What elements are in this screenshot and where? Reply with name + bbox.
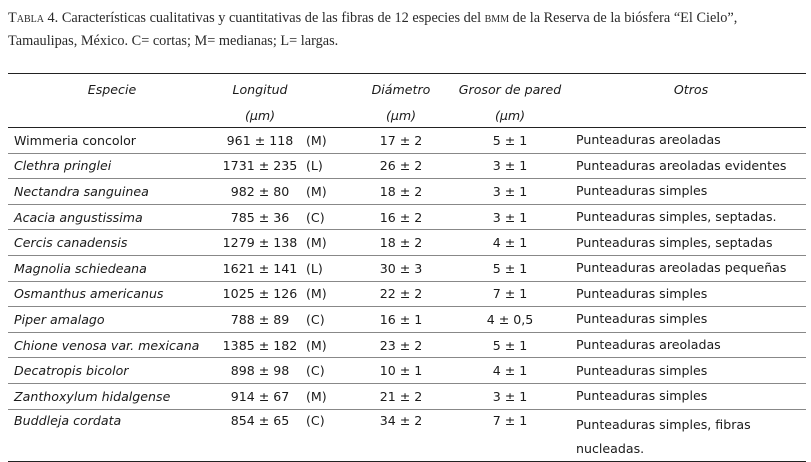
diameter-cell: 22 ± 2 xyxy=(358,281,444,307)
table-row xyxy=(8,281,806,307)
species-cell: Buddleja cordata xyxy=(8,409,216,461)
header-diameter-unit: (µm) xyxy=(358,103,444,128)
length-class-cell: (M) xyxy=(304,383,358,409)
species-cell: Cercis canadensis xyxy=(8,230,216,256)
other-cell: Punteaduras areoladas xyxy=(576,332,806,358)
table-row xyxy=(8,230,806,256)
diameter-cell: 18 ± 2 xyxy=(358,230,444,256)
wall-thickness-cell: 3 ± 1 xyxy=(444,179,576,205)
header-length-unit: (µm) xyxy=(216,103,304,128)
length-cell: 1621 ± 141 xyxy=(216,255,304,281)
caption-text-2: de la Reserva de la biósfera “El Cielo”, Tamaulipas, México. C= cortas; M= medianas; L= largas. xyxy=(8,10,738,49)
header-wall-unit: (µm) xyxy=(444,103,576,128)
wall-thickness-cell: 5 ± 1 xyxy=(444,255,576,281)
caption-label: Tabla 4. xyxy=(8,10,59,26)
length-cell: 1279 ± 138 xyxy=(216,230,304,256)
table-row xyxy=(8,383,806,409)
table-row xyxy=(8,179,806,205)
other-cell: Punteaduras simples xyxy=(576,358,806,384)
length-class-cell: (L) xyxy=(304,255,358,281)
species-cell: Zanthoxylum hidalgense xyxy=(8,383,216,409)
length-class-cell: (M) xyxy=(304,128,358,154)
wall-thickness-cell: 3 ± 1 xyxy=(444,204,576,230)
diameter-cell: 26 ± 2 xyxy=(358,153,444,179)
length-cell: 1385 ± 182 xyxy=(216,332,304,358)
wall-thickness-cell: 5 ± 1 xyxy=(444,332,576,358)
table-row xyxy=(8,409,806,461)
diameter-cell: 17 ± 2 xyxy=(358,128,444,154)
length-cell: 982 ± 80 xyxy=(216,179,304,205)
other-cell: Punteaduras simples xyxy=(576,179,806,205)
other-cell: Punteaduras simples, septadas. xyxy=(576,204,806,230)
wall-thickness-cell: 7 ± 1 xyxy=(444,281,576,307)
diameter-cell: 18 ± 2 xyxy=(358,179,444,205)
other-cell: Punteaduras simples xyxy=(576,383,806,409)
length-class-cell: (L) xyxy=(304,153,358,179)
length-class-cell: (C) xyxy=(304,358,358,384)
other-cell: Punteaduras simples, septadas xyxy=(576,230,806,256)
header-length: Longitud xyxy=(216,74,304,104)
header-wall: Grosor de pared xyxy=(444,74,576,104)
length-cell: 1731 ± 235 xyxy=(216,153,304,179)
species-cell: Piper amalago xyxy=(8,307,216,333)
species-cell: Clethra pringlei xyxy=(8,153,216,179)
header-other: Otros xyxy=(576,74,806,104)
wall-thickness-cell: 4 ± 1 xyxy=(444,358,576,384)
species-cell: Osmanthus americanus xyxy=(8,281,216,307)
diameter-cell: 10 ± 1 xyxy=(358,358,444,384)
species-cell: Chione venosa var. mexicana xyxy=(8,332,216,358)
other-cell: Punteaduras simples, fibras nucleadas. xyxy=(576,409,806,461)
table-row xyxy=(8,204,806,230)
wall-thickness-cell: 3 ± 1 xyxy=(444,383,576,409)
wall-thickness-cell: 5 ± 1 xyxy=(444,128,576,154)
length-cell: 788 ± 89 xyxy=(216,307,304,333)
caption-text: Características cualitativas y cuantitativas de las fibras de 12 especies del xyxy=(61,10,482,26)
species-cell: Acacia angustissima xyxy=(8,204,216,230)
length-cell: 785 ± 36 xyxy=(216,204,304,230)
length-class-cell: (M) xyxy=(304,281,358,307)
table-row xyxy=(8,128,806,154)
diameter-cell: 21 ± 2 xyxy=(358,383,444,409)
length-class-cell: (C) xyxy=(304,204,358,230)
header-species: Especie xyxy=(8,74,216,104)
length-cell: 898 ± 98 xyxy=(216,358,304,384)
table-row xyxy=(8,153,806,179)
other-cell: Punteaduras areoladas pequeñas xyxy=(576,255,806,281)
table-row xyxy=(8,255,806,281)
diameter-cell: 16 ± 1 xyxy=(358,307,444,333)
species-cell: Nectandra sanguinea xyxy=(8,179,216,205)
diameter-cell: 16 ± 2 xyxy=(358,204,444,230)
table-caption xyxy=(8,7,808,53)
length-class-cell: (M) xyxy=(304,332,358,358)
fiber-table xyxy=(8,73,806,462)
species-cell: Magnolia schiedeana xyxy=(8,255,216,281)
length-cell: 961 ± 118 xyxy=(216,128,304,154)
table-row xyxy=(8,332,806,358)
other-cell: Punteaduras areoladas evidentes xyxy=(576,153,806,179)
species-cell: Decatropis bicolor xyxy=(8,358,216,384)
length-class-cell: (M) xyxy=(304,179,358,205)
length-class-cell: (M) xyxy=(304,230,358,256)
other-cell: Punteaduras simples xyxy=(576,307,806,333)
wall-thickness-cell: 4 ± 0,5 xyxy=(444,307,576,333)
wall-thickness-cell: 7 ± 1 xyxy=(444,409,576,461)
species-cell: Wimmeria concolor xyxy=(8,128,216,154)
diameter-cell: 30 ± 3 xyxy=(358,255,444,281)
diameter-cell: 23 ± 2 xyxy=(358,332,444,358)
other-cell: Punteaduras areoladas xyxy=(576,128,806,154)
table-body xyxy=(8,128,806,462)
wall-thickness-cell: 4 ± 1 xyxy=(444,230,576,256)
diameter-cell: 34 ± 2 xyxy=(358,409,444,461)
length-class-cell: (C) xyxy=(304,307,358,333)
table-row xyxy=(8,307,806,333)
table-row xyxy=(8,358,806,384)
length-class-cell: (C) xyxy=(304,409,358,461)
wall-thickness-cell: 3 ± 1 xyxy=(444,153,576,179)
table-header xyxy=(8,74,806,128)
header-diameter: Diámetro xyxy=(358,74,444,104)
length-cell: 854 ± 65 xyxy=(216,409,304,461)
other-cell: Punteaduras simples xyxy=(576,281,806,307)
length-cell: 1025 ± 126 xyxy=(216,281,304,307)
length-cell: 914 ± 67 xyxy=(216,383,304,409)
caption-abbr: bmm xyxy=(484,10,510,26)
